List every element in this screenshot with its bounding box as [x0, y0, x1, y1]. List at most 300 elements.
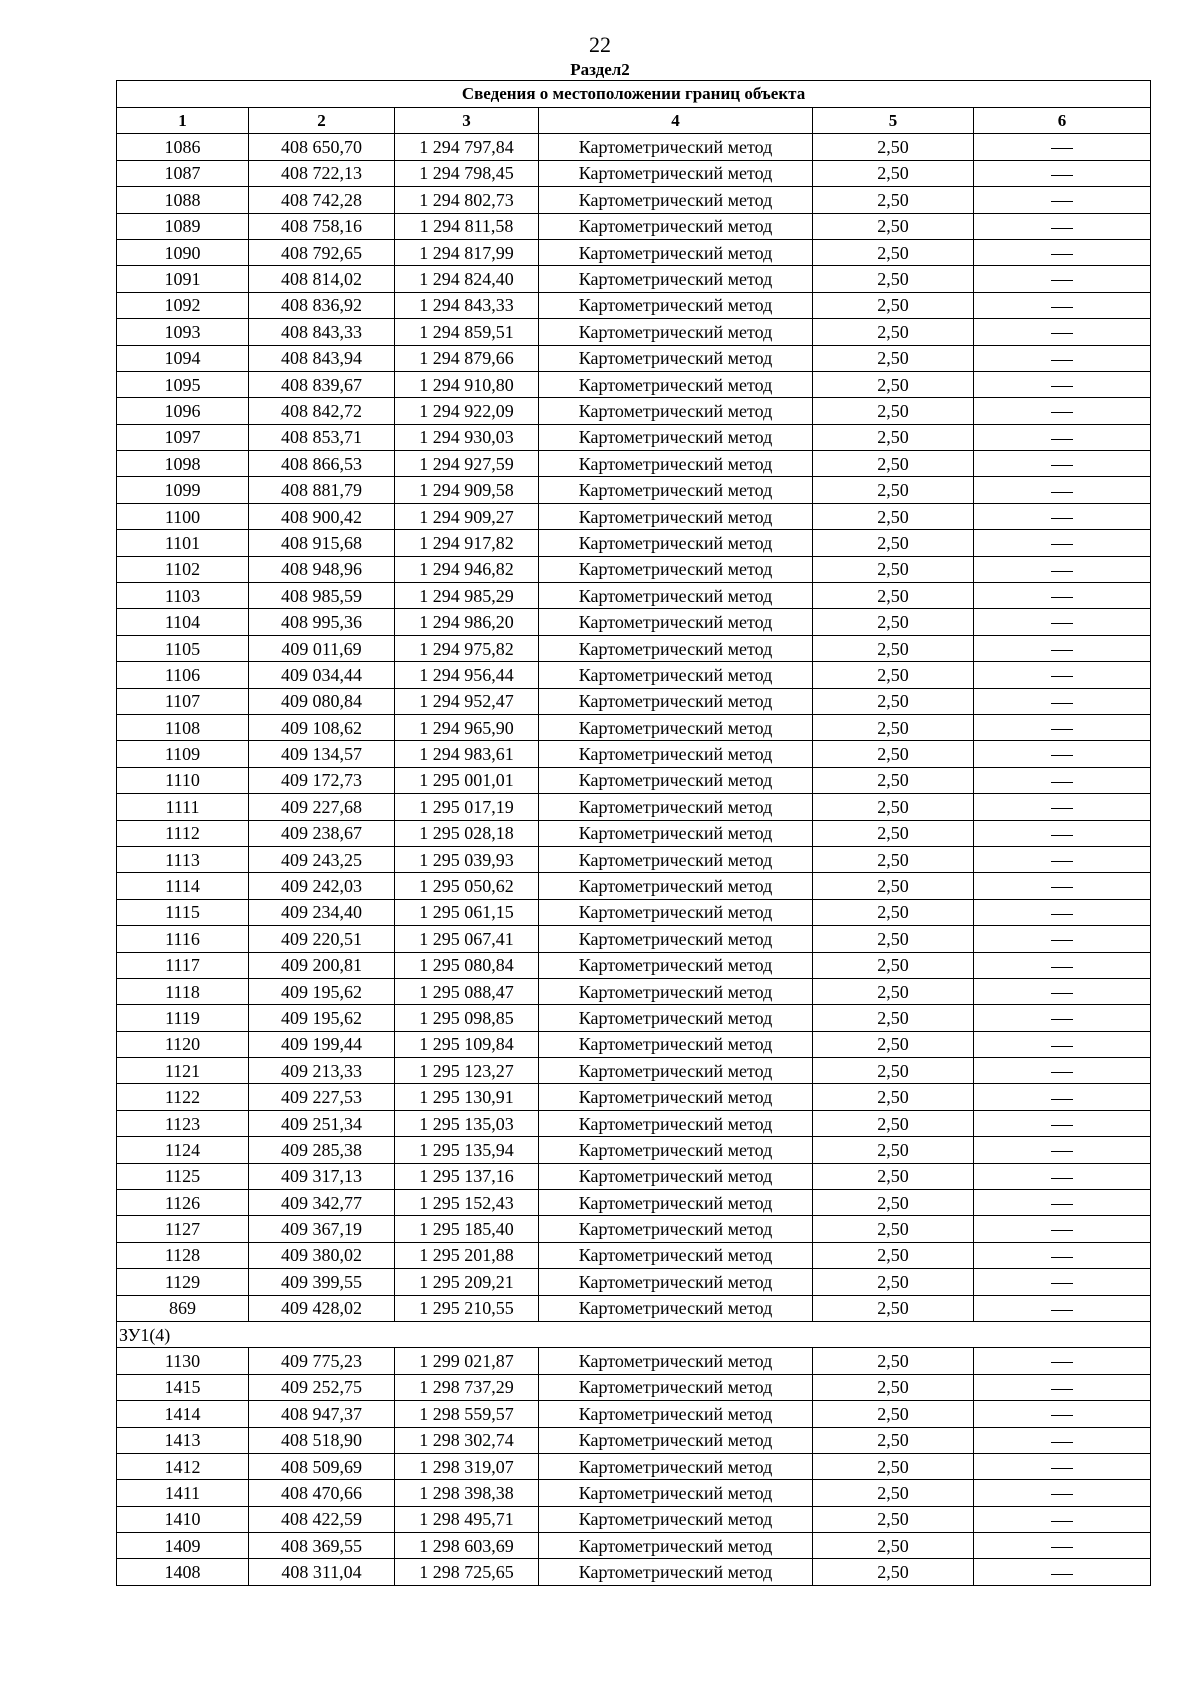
point-number-cell: 1108: [117, 714, 249, 740]
y-coordinate-cell: 1 294 952,47: [395, 688, 539, 714]
description-cell: [974, 873, 1151, 899]
dash-mark: [1051, 280, 1073, 281]
method-cell: Картометрический метод: [539, 1453, 813, 1479]
method-cell: Картометрический метод: [539, 926, 813, 952]
point-number-cell: 1413: [117, 1427, 249, 1453]
description-cell: [974, 583, 1151, 609]
y-coordinate-cell: 1 294 811,58: [395, 213, 539, 239]
dash-mark: [1051, 1415, 1073, 1416]
y-coordinate-cell: 1 294 927,59: [395, 451, 539, 477]
accuracy-cell: 2,50: [813, 451, 974, 477]
method-cell: Картометрический метод: [539, 1427, 813, 1453]
x-coordinate-cell: 409 399,55: [249, 1269, 395, 1295]
accuracy-cell: 2,50: [813, 1242, 974, 1268]
point-number-cell: 1127: [117, 1216, 249, 1242]
accuracy-cell: 2,50: [813, 371, 974, 397]
y-coordinate-cell: 1 294 879,66: [395, 345, 539, 371]
point-number-cell: 1100: [117, 503, 249, 529]
dash-mark: [1051, 1362, 1073, 1363]
method-cell: Картометрический метод: [539, 424, 813, 450]
table-row: [117, 1031, 1151, 1057]
point-number-cell: 1125: [117, 1163, 249, 1189]
method-cell: Картометрический метод: [539, 503, 813, 529]
column-header: 4: [539, 108, 813, 134]
point-number-cell: 1109: [117, 741, 249, 767]
method-cell: Картометрический метод: [539, 1110, 813, 1136]
accuracy-cell: 2,50: [813, 266, 974, 292]
x-coordinate-cell: 408 758,16: [249, 213, 395, 239]
method-cell: Картометрический метод: [539, 899, 813, 925]
table-row: [117, 820, 1151, 846]
description-cell: [974, 609, 1151, 635]
dash-mark: [1051, 597, 1073, 598]
column-header: 2: [249, 108, 395, 134]
method-cell: Картометрический метод: [539, 635, 813, 661]
column-header: 6: [974, 108, 1151, 134]
description-cell: [974, 187, 1151, 213]
accuracy-cell: 2,50: [813, 926, 974, 952]
accuracy-cell: 2,50: [813, 1427, 974, 1453]
dash-mark: [1051, 1574, 1073, 1575]
table-row: [117, 1480, 1151, 1506]
point-number-cell: 1088: [117, 187, 249, 213]
x-coordinate-cell: 408 311,04: [249, 1559, 395, 1585]
y-coordinate-cell: 1 295 135,03: [395, 1110, 539, 1136]
dash-mark: [1051, 755, 1073, 756]
y-coordinate-cell: 1 294 930,03: [395, 424, 539, 450]
point-number-cell: 1102: [117, 556, 249, 582]
accuracy-cell: 2,50: [813, 1084, 974, 1110]
dash-mark: [1051, 492, 1073, 493]
accuracy-cell: 2,50: [813, 873, 974, 899]
y-coordinate-cell: 1 298 319,07: [395, 1453, 539, 1479]
method-cell: Картометрический метод: [539, 292, 813, 318]
dash-mark: [1051, 1178, 1073, 1179]
point-number-cell: 1094: [117, 345, 249, 371]
description-cell: [974, 635, 1151, 661]
point-number-cell: 1087: [117, 160, 249, 186]
y-coordinate-cell: 1 294 859,51: [395, 319, 539, 345]
dash-mark: [1051, 1547, 1073, 1548]
table-row: [117, 213, 1151, 239]
x-coordinate-cell: 409 234,40: [249, 899, 395, 925]
description-cell: [974, 1269, 1151, 1295]
description-cell: [974, 424, 1151, 450]
description-cell: [974, 451, 1151, 477]
table-row: [117, 1533, 1151, 1559]
y-coordinate-cell: 1 295 135,94: [395, 1137, 539, 1163]
group-label: ЗУ1(4): [117, 1321, 1151, 1347]
x-coordinate-cell: 409 367,19: [249, 1216, 395, 1242]
x-coordinate-cell: 408 853,71: [249, 424, 395, 450]
point-number-cell: 1130: [117, 1348, 249, 1374]
x-coordinate-cell: 408 369,55: [249, 1533, 395, 1559]
point-number-cell: 1124: [117, 1137, 249, 1163]
y-coordinate-cell: 1 294 986,20: [395, 609, 539, 635]
method-cell: Картометрический метод: [539, 451, 813, 477]
table-row: [117, 1110, 1151, 1136]
method-cell: Картометрический метод: [539, 556, 813, 582]
point-number-cell: 1119: [117, 1005, 249, 1031]
y-coordinate-cell: 1 295 039,93: [395, 846, 539, 872]
method-cell: Картометрический метод: [539, 873, 813, 899]
y-coordinate-cell: 1 294 824,40: [395, 266, 539, 292]
x-coordinate-cell: 408 985,59: [249, 583, 395, 609]
method-cell: Картометрический метод: [539, 319, 813, 345]
table-row: [117, 899, 1151, 925]
dash-mark: [1051, 676, 1073, 677]
y-coordinate-cell: 1 294 909,27: [395, 503, 539, 529]
y-coordinate-cell: 1 295 185,40: [395, 1216, 539, 1242]
method-cell: Картометрический метод: [539, 741, 813, 767]
method-cell: Картометрический метод: [539, 1216, 813, 1242]
description-cell: [974, 714, 1151, 740]
table-row: [117, 926, 1151, 952]
table-row: [117, 1453, 1151, 1479]
method-cell: Картометрический метод: [539, 1295, 813, 1321]
table-body: [117, 134, 1151, 1585]
x-coordinate-cell: 408 866,53: [249, 451, 395, 477]
description-cell: [974, 1031, 1151, 1057]
accuracy-cell: 2,50: [813, 899, 974, 925]
x-coordinate-cell: 409 011,69: [249, 635, 395, 661]
point-number-cell: 1101: [117, 530, 249, 556]
dash-mark: [1051, 861, 1073, 862]
x-coordinate-cell: 408 839,67: [249, 371, 395, 397]
description-cell: [974, 1401, 1151, 1427]
description-cell: [974, 978, 1151, 1004]
description-cell: [974, 292, 1151, 318]
table-row: [117, 1295, 1151, 1321]
x-coordinate-cell: 409 238,67: [249, 820, 395, 846]
point-number-cell: 1099: [117, 477, 249, 503]
point-number-cell: 1409: [117, 1533, 249, 1559]
point-number-cell: 1123: [117, 1110, 249, 1136]
table-row: [117, 1401, 1151, 1427]
column-header: 1: [117, 108, 249, 134]
description-cell: [974, 1427, 1151, 1453]
method-cell: Картометрический метод: [539, 1480, 813, 1506]
table-row: [117, 266, 1151, 292]
point-number-cell: 1093: [117, 319, 249, 345]
table-row: [117, 1506, 1151, 1532]
table-row: [117, 1084, 1151, 1110]
y-coordinate-cell: 1 295 210,55: [395, 1295, 539, 1321]
accuracy-cell: 2,50: [813, 556, 974, 582]
description-cell: [974, 1163, 1151, 1189]
dash-mark: [1051, 1125, 1073, 1126]
accuracy-cell: 2,50: [813, 1348, 974, 1374]
accuracy-cell: 2,50: [813, 1163, 974, 1189]
dash-mark: [1051, 887, 1073, 888]
table-row: [117, 556, 1151, 582]
table-row: [117, 477, 1151, 503]
point-number-cell: 1411: [117, 1480, 249, 1506]
accuracy-cell: 2,50: [813, 1269, 974, 1295]
x-coordinate-cell: 409 342,77: [249, 1190, 395, 1216]
accuracy-cell: 2,50: [813, 1110, 974, 1136]
y-coordinate-cell: 1 295 067,41: [395, 926, 539, 952]
accuracy-cell: 2,50: [813, 213, 974, 239]
y-coordinate-cell: 1 298 725,65: [395, 1559, 539, 1585]
table-row: [117, 292, 1151, 318]
dash-mark: [1051, 307, 1073, 308]
point-number-cell: 1091: [117, 266, 249, 292]
method-cell: Картометрический метод: [539, 1031, 813, 1057]
x-coordinate-cell: 409 195,62: [249, 978, 395, 1004]
method-cell: Картометрический метод: [539, 1269, 813, 1295]
point-number-cell: 1408: [117, 1559, 249, 1585]
dash-mark: [1051, 1310, 1073, 1311]
point-number-cell: 1110: [117, 767, 249, 793]
description-cell: [974, 1295, 1151, 1321]
x-coordinate-cell: 408 843,94: [249, 345, 395, 371]
dash-mark: [1051, 1099, 1073, 1100]
y-coordinate-cell: 1 294 983,61: [395, 741, 539, 767]
method-cell: Картометрический метод: [539, 187, 813, 213]
column-header: 5: [813, 108, 974, 134]
table-row: [117, 688, 1151, 714]
table-row: [117, 741, 1151, 767]
y-coordinate-cell: 1 295 001,01: [395, 767, 539, 793]
description-cell: [974, 1480, 1151, 1506]
page-number: 22: [589, 32, 611, 57]
x-coordinate-cell: 409 317,13: [249, 1163, 395, 1189]
description-cell: [974, 1190, 1151, 1216]
point-number-cell: 1098: [117, 451, 249, 477]
dash-mark: [1051, 465, 1073, 466]
method-cell: Картометрический метод: [539, 1559, 813, 1585]
accuracy-cell: 2,50: [813, 398, 974, 424]
dash-mark: [1051, 333, 1073, 334]
y-coordinate-cell: 1 294 802,73: [395, 187, 539, 213]
table-row: [117, 319, 1151, 345]
description-cell: [974, 767, 1151, 793]
x-coordinate-cell: 408 422,59: [249, 1506, 395, 1532]
method-cell: Картометрический метод: [539, 1506, 813, 1532]
point-number-cell: 1090: [117, 239, 249, 265]
method-cell: Картометрический метод: [539, 714, 813, 740]
dash-mark: [1051, 1257, 1073, 1258]
table-row: [117, 1559, 1151, 1585]
method-cell: Картометрический метод: [539, 820, 813, 846]
dash-mark: [1051, 1389, 1073, 1390]
dash-mark: [1051, 1204, 1073, 1205]
x-coordinate-cell: 409 285,38: [249, 1137, 395, 1163]
y-coordinate-cell: 1 294 975,82: [395, 635, 539, 661]
accuracy-cell: 2,50: [813, 978, 974, 1004]
x-coordinate-cell: 408 742,28: [249, 187, 395, 213]
description-cell: [974, 952, 1151, 978]
description-cell: [974, 213, 1151, 239]
x-coordinate-cell: 408 995,36: [249, 609, 395, 635]
method-cell: Картометрический метод: [539, 239, 813, 265]
accuracy-cell: 2,50: [813, 292, 974, 318]
point-number-cell: 1103: [117, 583, 249, 609]
x-coordinate-cell: 409 080,84: [249, 688, 395, 714]
table-row: [117, 873, 1151, 899]
description-cell: [974, 899, 1151, 925]
x-coordinate-cell: 409 220,51: [249, 926, 395, 952]
description-cell: [974, 1110, 1151, 1136]
description-cell: [974, 371, 1151, 397]
description-cell: [974, 1084, 1151, 1110]
y-coordinate-cell: 1 294 909,58: [395, 477, 539, 503]
accuracy-cell: 2,50: [813, 741, 974, 767]
point-number-cell: 1126: [117, 1190, 249, 1216]
dash-mark: [1051, 940, 1073, 941]
method-cell: Картометрический метод: [539, 1084, 813, 1110]
point-number-cell: 1086: [117, 134, 249, 160]
dash-mark: [1051, 782, 1073, 783]
description-cell: [974, 398, 1151, 424]
method-cell: Картометрический метод: [539, 160, 813, 186]
point-number-cell: 1122: [117, 1084, 249, 1110]
dash-mark: [1051, 1072, 1073, 1073]
point-number-cell: 1117: [117, 952, 249, 978]
y-coordinate-cell: 1 295 123,27: [395, 1058, 539, 1084]
table-row: [117, 952, 1151, 978]
dash-mark: [1051, 1046, 1073, 1047]
x-coordinate-cell: 408 509,69: [249, 1453, 395, 1479]
x-coordinate-cell: 408 836,92: [249, 292, 395, 318]
point-number-cell: 1092: [117, 292, 249, 318]
boundary-coordinates-table: [116, 80, 1151, 1586]
accuracy-cell: 2,50: [813, 1480, 974, 1506]
y-coordinate-cell: 1 294 922,09: [395, 398, 539, 424]
group-row: [117, 1321, 1151, 1347]
method-cell: Картометрический метод: [539, 1163, 813, 1189]
x-coordinate-cell: 409 227,68: [249, 794, 395, 820]
description-cell: [974, 477, 1151, 503]
accuracy-cell: 2,50: [813, 714, 974, 740]
method-cell: Картометрический метод: [539, 1242, 813, 1268]
table-row: [117, 1269, 1151, 1295]
description-cell: [974, 556, 1151, 582]
accuracy-cell: 2,50: [813, 1031, 974, 1057]
column-header-row: [117, 108, 1151, 134]
dash-mark: [1051, 729, 1073, 730]
accuracy-cell: 2,50: [813, 160, 974, 186]
y-coordinate-cell: 1 294 910,80: [395, 371, 539, 397]
description-cell: [974, 1216, 1151, 1242]
table-row: [117, 239, 1151, 265]
description-cell: [974, 1453, 1151, 1479]
dash-mark: [1051, 386, 1073, 387]
accuracy-cell: 2,50: [813, 1453, 974, 1479]
point-number-cell: 1412: [117, 1453, 249, 1479]
table-row: [117, 1005, 1151, 1031]
description-cell: [974, 239, 1151, 265]
method-cell: Картометрический метод: [539, 213, 813, 239]
point-number-cell: 1097: [117, 424, 249, 450]
table-row: [117, 767, 1151, 793]
method-cell: Картометрический метод: [539, 266, 813, 292]
y-coordinate-cell: 1 295 061,15: [395, 899, 539, 925]
y-coordinate-cell: 1 294 798,45: [395, 160, 539, 186]
dash-mark: [1051, 914, 1073, 915]
y-coordinate-cell: 1 294 956,44: [395, 662, 539, 688]
accuracy-cell: 2,50: [813, 345, 974, 371]
dash-mark: [1051, 1442, 1073, 1443]
y-coordinate-cell: 1 295 080,84: [395, 952, 539, 978]
x-coordinate-cell: 408 843,33: [249, 319, 395, 345]
table-row: [117, 609, 1151, 635]
dash-mark: [1051, 148, 1073, 149]
table-row: [117, 1058, 1151, 1084]
dash-mark: [1051, 967, 1073, 968]
dash-mark: [1051, 1521, 1073, 1522]
description-cell: [974, 160, 1151, 186]
method-cell: Картометрический метод: [539, 1374, 813, 1400]
point-number-cell: 1105: [117, 635, 249, 661]
dash-mark: [1051, 835, 1073, 836]
description-cell: [974, 1058, 1151, 1084]
method-cell: Картометрический метод: [539, 371, 813, 397]
table-row: [117, 187, 1151, 213]
y-coordinate-cell: 1 294 817,99: [395, 239, 539, 265]
x-coordinate-cell: 409 428,02: [249, 1295, 395, 1321]
y-coordinate-cell: 1 299 021,87: [395, 1348, 539, 1374]
description-cell: [974, 345, 1151, 371]
x-coordinate-cell: 409 213,33: [249, 1058, 395, 1084]
column-header: 3: [395, 108, 539, 134]
accuracy-cell: 2,50: [813, 1137, 974, 1163]
method-cell: Картометрический метод: [539, 1348, 813, 1374]
dash-mark: [1051, 808, 1073, 809]
table-row: [117, 1216, 1151, 1242]
method-cell: Картометрический метод: [539, 345, 813, 371]
point-number-cell: 1128: [117, 1242, 249, 1268]
accuracy-cell: 2,50: [813, 794, 974, 820]
point-number-cell: 1129: [117, 1269, 249, 1295]
point-number-cell: 1111: [117, 794, 249, 820]
accuracy-cell: 2,50: [813, 187, 974, 213]
point-number-cell: 1107: [117, 688, 249, 714]
point-number-cell: 1114: [117, 873, 249, 899]
accuracy-cell: 2,50: [813, 662, 974, 688]
x-coordinate-cell: 408 915,68: [249, 530, 395, 556]
point-number-cell: 1121: [117, 1058, 249, 1084]
table-caption: Сведения о местоположении границ объекта: [117, 81, 1151, 108]
table-row: [117, 345, 1151, 371]
accuracy-cell: 2,50: [813, 1005, 974, 1031]
table-row: [117, 583, 1151, 609]
description-cell: [974, 794, 1151, 820]
method-cell: Картометрический метод: [539, 398, 813, 424]
description-cell: [974, 1348, 1151, 1374]
accuracy-cell: 2,50: [813, 239, 974, 265]
x-coordinate-cell: 408 650,70: [249, 134, 395, 160]
accuracy-cell: 2,50: [813, 846, 974, 872]
dash-mark: [1051, 1151, 1073, 1152]
y-coordinate-cell: 1 295 209,21: [395, 1269, 539, 1295]
x-coordinate-cell: 409 108,62: [249, 714, 395, 740]
table-row: [117, 794, 1151, 820]
table-row: [117, 160, 1151, 186]
dash-mark: [1051, 1230, 1073, 1231]
x-coordinate-cell: 408 814,02: [249, 266, 395, 292]
dash-mark: [1051, 544, 1073, 545]
accuracy-cell: 2,50: [813, 1374, 974, 1400]
method-cell: Картометрический метод: [539, 1533, 813, 1559]
method-cell: Картометрический метод: [539, 688, 813, 714]
y-coordinate-cell: 1 298 603,69: [395, 1533, 539, 1559]
method-cell: Картометрический метод: [539, 609, 813, 635]
method-cell: Картометрический метод: [539, 583, 813, 609]
point-number-cell: 1106: [117, 662, 249, 688]
description-cell: [974, 319, 1151, 345]
